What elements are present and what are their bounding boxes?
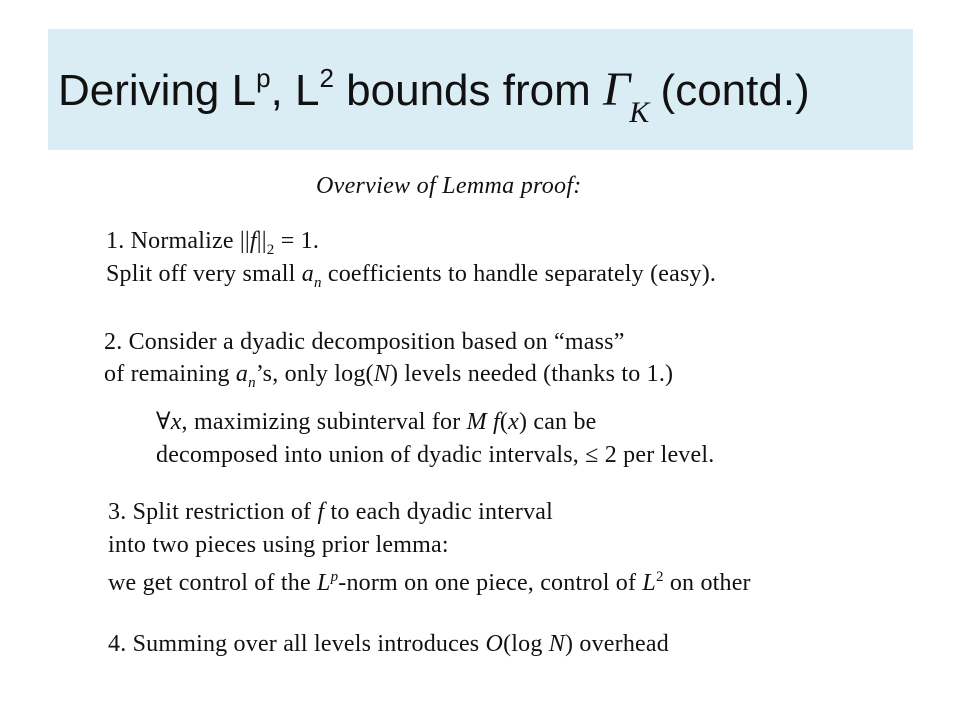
overview-heading: Overview of Lemma proof: bbox=[316, 173, 582, 199]
gamma-k-symbol: $\Gamma_K$ bbox=[602, 63, 649, 129]
step1-line2: Split off very small $a_n$ coefficients to handle separately (easy). bbox=[106, 261, 717, 291]
step2-line1: 2. Consider a dyadic decomposition based on “mass” bbox=[104, 329, 625, 355]
step3-line2: into two pieces using prior lemma: bbox=[108, 532, 449, 558]
step2-line2: of remaining $a_n’s$, only log(N) levels needed (thanks to 1.) bbox=[104, 361, 674, 391]
note-line1: ∀x, maximizing subinterval for M f(x) can be bbox=[156, 409, 597, 435]
step3-line3: we get control of the $L^p$-norm on one piece, control of $L^2$ on other bbox=[108, 569, 751, 596]
step4-line1: 4. Summing over all levels introduces O(log N) overhead bbox=[108, 631, 669, 657]
step1-line1: 1. Normalize $||f||_2 = 1$. bbox=[106, 228, 320, 258]
slide-title: Deriving $L^p$, $L^2$ bounds from $\Gamma_K$ (contd.) bbox=[58, 63, 810, 129]
note-line2: decomposed into union of dyadic intervals, ≤ 2 per level. bbox=[156, 442, 715, 468]
step3-line1: 3. Split restriction of f to each dyadic interval bbox=[108, 499, 554, 525]
